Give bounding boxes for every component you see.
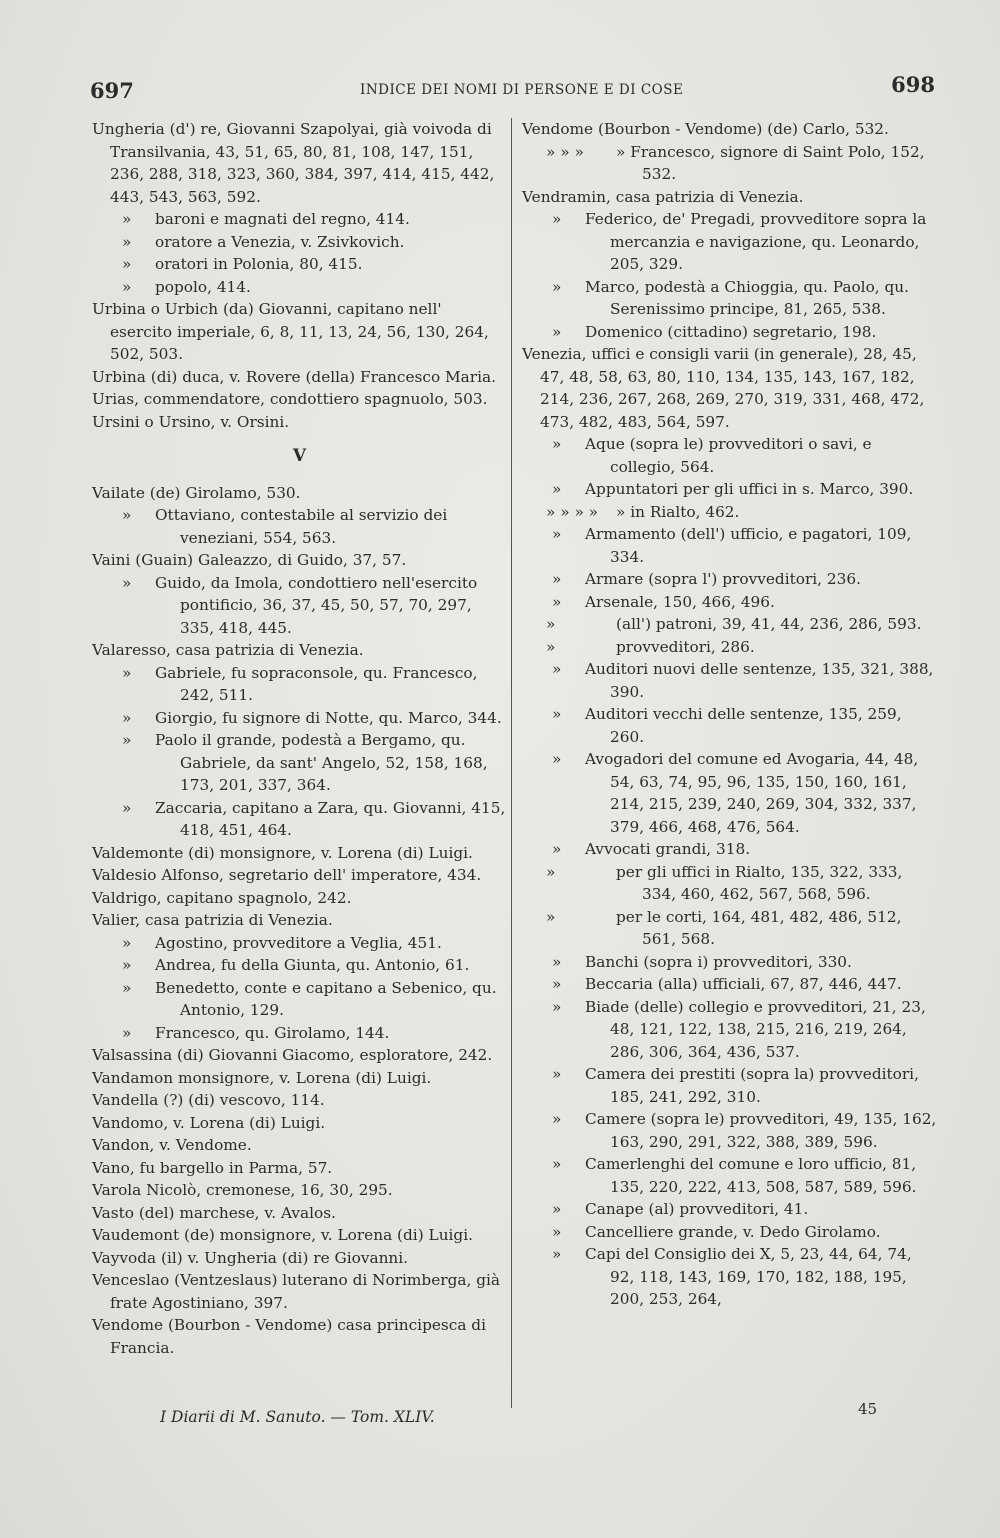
ditto-mark: » [546, 862, 556, 881]
left-column [92, 118, 507, 1359]
ditto-mark: » [122, 1023, 132, 1042]
ditto-mark: » [122, 255, 132, 273]
ditto-mark: » [552, 1200, 562, 1218]
index-subentry: » Appuntatori per gli uffici in s. Marco, 390. [522, 478, 937, 501]
index-entry: Vano, fu bargello in Parma, 57. [92, 1158, 333, 1177]
index-subentry: » Biade (delle) collegio e provveditori, 21, 23, 48, 121, 122, 138, 215, 216, 219, 264, 286, 306, 364, 436, 537. [552, 997, 926, 1061]
ditto-mark: » [122, 506, 132, 524]
column-divider [511, 118, 512, 1408]
ditto-mark: » [552, 750, 562, 768]
ditto-mark: » [122, 573, 132, 592]
running-title: INDICE DEI NOMI DI PERSONE E DI COSE [360, 82, 684, 98]
index-subentry: » Paolo il grande, podestà a Bergamo, qu. Gabriele, da sant' Angelo, 52, 158, 168, 173, 201, 337, 364. [122, 731, 488, 794]
index-subentry: » Capi del Consiglio dei X, 5, 23, 44, 64, 74, 92, 118, 143, 169, 170, 182, 188, 195, 200, 253, 264, [552, 1245, 912, 1308]
index-subentry: » Auditori vecchi delle sentenze, 135, 259, 260. [552, 705, 902, 746]
ditto-mark: » [552, 435, 562, 453]
index-entry: Vandamon monsignore, v. Lorena (di) Luigi. [92, 1068, 432, 1087]
index-subentry: » (all') patroni, 39, 41, 44, 236, 286, 593. [522, 613, 937, 636]
index-entry: Vaini (Guain) Galeazzo, di Guido, 37, 57. [92, 551, 407, 569]
ditto-mark: » [552, 570, 562, 588]
index-entry: Urbina (di) duca, v. Rovere (della) Francesco Maria. [92, 367, 496, 386]
ditto-mark: » [122, 798, 132, 817]
index-entry: Vandon, v. Vendome. [92, 1136, 252, 1154]
index-entry: Valaresso, casa patrizia di Venezia. [92, 641, 364, 659]
index-subentry: » Aque (sopra le) provveditori o savi, e collegio, 564. [552, 435, 872, 476]
index-subentry: » » » » » in Rialto, 462. [522, 501, 937, 524]
ditto-mark: » [122, 978, 132, 997]
ditto-mark: » [552, 1155, 562, 1173]
footer-sheet-number: 45 [858, 1400, 878, 1418]
index-entry: Valsassina (di) Giovanni Giacomo, esploratore, 242. [92, 1046, 493, 1064]
right-column [522, 118, 937, 1311]
index-subentry: » Federico, de' Pregadi, provveditore sopra la mercanzia e navigazione, qu. Leonardo, 205, 329. [552, 210, 927, 273]
index-subentry: » Benedetto, conte e capitano a Sebenico, qu. Antonio, 129. [122, 978, 497, 1019]
index-subentry: » Ottaviano, contestabile al servizio dei veneziani, 554, 563. [122, 506, 448, 547]
ditto-mark: » [552, 277, 562, 296]
footer-signature: I Diarii di M. Sanuto. — Tom. XLIV. [160, 1408, 435, 1426]
ditto-mark: » [552, 1110, 562, 1128]
ditto-mark: » [552, 975, 562, 993]
ditto-mark: » [122, 277, 132, 296]
index-subentry: » Cancelliere grande, v. Dedo Girolamo. [522, 1221, 937, 1244]
index-subentry: » per le corti, 164, 481, 482, 486, 512, 561, 568. [546, 907, 902, 948]
index-subentry: » Camera dei prestiti (sopra la) provveditori, 185, 241, 292, 310. [552, 1065, 919, 1106]
ditto-mark: » » » [546, 142, 584, 161]
index-entry: Vandella (?) (di) vescovo, 114. [92, 1091, 325, 1109]
index-entry: Urbina o Urbich (da) Giovanni, capitano nell' esercito imperiale, 6, 8, 11, 13, 24, 56, 130, 264, 502, 503. [92, 300, 489, 363]
ditto-mark: » [122, 933, 132, 952]
index-entry: Venceslao (Ventzeslaus) luterano di Norimberga, già frate Agostiniano, 397. [92, 1271, 501, 1312]
ditto-mark: » [552, 660, 562, 678]
index-subentry: » Auditori nuovi delle sentenze, 135, 321, 388, 390. [552, 660, 934, 701]
ditto-mark: » [552, 480, 562, 498]
ditto-mark: » [552, 525, 562, 543]
index-subentry: » Guido, da Imola, condottiero nell'esercito pontificio, 36, 37, 45, 50, 57, 70, 297, 335, 418, 445. [122, 573, 478, 637]
index-entry: Urias, commendatore, condottiero spagnuolo, 503. [92, 390, 488, 408]
index-entry: Valier, casa patrizia di Venezia. [92, 911, 333, 929]
ditto-mark: » [552, 1065, 562, 1083]
page-header [90, 72, 935, 108]
ditto-mark: » [122, 956, 132, 974]
section-letter: V [292, 446, 307, 466]
index-subentry: » » » » Francesco, signore di Saint Polo, 152, 532. [546, 142, 925, 183]
index-entry: Vailate (de) Girolamo, 530. [92, 483, 301, 502]
index-subentry: » Canape (al) provveditori, 41. [522, 1198, 937, 1221]
index-subentry: » Beccaria (alla) ufficiali, 67, 87, 446, 447. [522, 973, 937, 996]
index-subentry: » Francesco, qu. Girolamo, 144. [92, 1022, 507, 1045]
ditto-mark: » [546, 615, 556, 633]
index-entry: Ursini o Ursino, v. Orsini. [92, 412, 290, 431]
ditto-mark: » [552, 997, 562, 1016]
index-entry: Vendramin, casa patrizia di Venezia. [522, 187, 804, 206]
index-subentry: » Avvocati grandi, 318. [522, 838, 937, 861]
index-subentry: » Arsenale, 150, 466, 496. [522, 591, 937, 614]
index-subentry: » Banchi (sopra i) provveditori, 330. [522, 951, 937, 974]
index-subentry: » oratore a Venezia, v. Zsivkovich. [92, 231, 507, 254]
ditto-mark: » [552, 322, 562, 341]
index-subentry: » oratori in Polonia, 80, 415. [92, 253, 507, 276]
ditto-mark: » [552, 210, 562, 228]
left-page-number: 697 [90, 78, 134, 103]
index-subentry: » Zaccaria, capitano a Zara, qu. Giovanni, 415, 418, 451, 464. [122, 798, 506, 839]
index-entry: Venezia, uffici e consigli varii (in generale), 28, 45, 47, 48, 58, 63, 80, 110, 134, 135, 143, 167, 182, 214, 236, 267, 268, 269, 270, 319, 331, 468, 472, 473, 482, 483, 564, 597. [522, 345, 925, 431]
index-subentry: » per gli uffici in Rialto, 135, 322, 333, 334, 460, 462, 567, 568, 596. [546, 862, 903, 903]
index-subentry: » baroni e magnati del regno, 414. [92, 208, 507, 231]
index-entry: Vaudemont (de) monsignore, v. Lorena (di) Luigi. [92, 1226, 473, 1244]
ditto-mark: » [546, 907, 556, 926]
ditto-mark: » [122, 731, 132, 749]
ditto-mark: » [552, 952, 562, 971]
index-entry: Vendome (Bourbon - Vendome) casa principesca di Francia. [92, 1316, 486, 1357]
index-subentry: » Giorgio, fu signore di Notte, qu. Marco, 344. [92, 707, 507, 730]
ditto-mark: » [552, 592, 562, 611]
ditto-mark: » [552, 840, 562, 858]
ditto-mark: » [122, 663, 132, 682]
index-entry: Vandomo, v. Lorena (di) Luigi. [92, 1113, 326, 1132]
index-entry: Ungheria (d') re, Giovanni Szapolyai, già voivoda di Transilvania, 43, 51, 65, 80, 81, 108, 147, 151, 236, 288, 318, 323, 360, 384, 397, 414, 415, 442, 443, 543, 563, 592. [92, 120, 495, 206]
ditto-mark: » [122, 232, 132, 251]
index-subentry: » Agostino, provveditore a Veglia, 451. [92, 932, 507, 955]
index-entry: Vendome (Bourbon - Vendome) (de) Carlo, 532. [522, 120, 889, 138]
index-subentry: » Camere (sopra le) provveditori, 49, 135, 162, 163, 290, 291, 322, 388, 389, 596. [552, 1110, 937, 1151]
index-subentry: » popolo, 414. [92, 276, 507, 299]
ditto-mark: » [122, 210, 132, 228]
index-subentry: » Gabriele, fu sopraconsole, qu. Francesco, 242, 511. [122, 663, 478, 704]
index-subentry: » Armamento (dell') ufficio, e pagatori, 109, 334. [552, 525, 912, 566]
ditto-mark: » » » » [546, 502, 599, 521]
index-entry: Vasto (del) marchese, v. Avalos. [92, 1203, 336, 1222]
index-subentry: » Domenico (cittadino) segretario, 198. [522, 321, 937, 344]
ditto-mark: » [546, 637, 556, 656]
index-subentry: » Avogadori del comune ed Avogaria, 44, 48, 54, 63, 74, 95, 96, 135, 150, 160, 161, 214, 215, 239, 240, 269, 304, 332, 337, 379, 466, 468, 476, 564. [552, 750, 919, 836]
index-subentry: » Armare (sopra l') provveditori, 236. [522, 568, 937, 591]
index-entry: Valdrigo, capitano spagnolo, 242. [92, 888, 352, 907]
index-entry: Vayvoda (il) v. Ungheria (di) re Giovanni. [92, 1248, 409, 1267]
index-subentry: » Marco, podestà a Chioggia, qu. Paolo, qu. Serenissimo principe, 81, 265, 538. [552, 277, 910, 318]
right-page-number: 698 [891, 72, 935, 97]
index-entry: Varola Nicolò, cremonese, 16, 30, 295. [92, 1181, 393, 1199]
ditto-mark: » [552, 1245, 562, 1263]
index-subentry: » provveditori, 286. [522, 636, 937, 659]
ditto-mark: » [122, 708, 132, 727]
index-entry: Valdesio Alfonso, segretario dell' imperatore, 434. [92, 866, 482, 884]
index-subentry: » Camerlenghi del comune e loro ufficio, 81, 135, 220, 222, 413, 508, 587, 589, 596. [552, 1155, 917, 1196]
index-subentry: » Andrea, fu della Giunta, qu. Antonio, 61. [92, 954, 507, 977]
ditto-mark: » [552, 1222, 562, 1241]
ditto-mark: » [552, 705, 562, 723]
index-entry: Valdemonte (di) monsignore, v. Lorena (di) Luigi. [92, 843, 473, 862]
